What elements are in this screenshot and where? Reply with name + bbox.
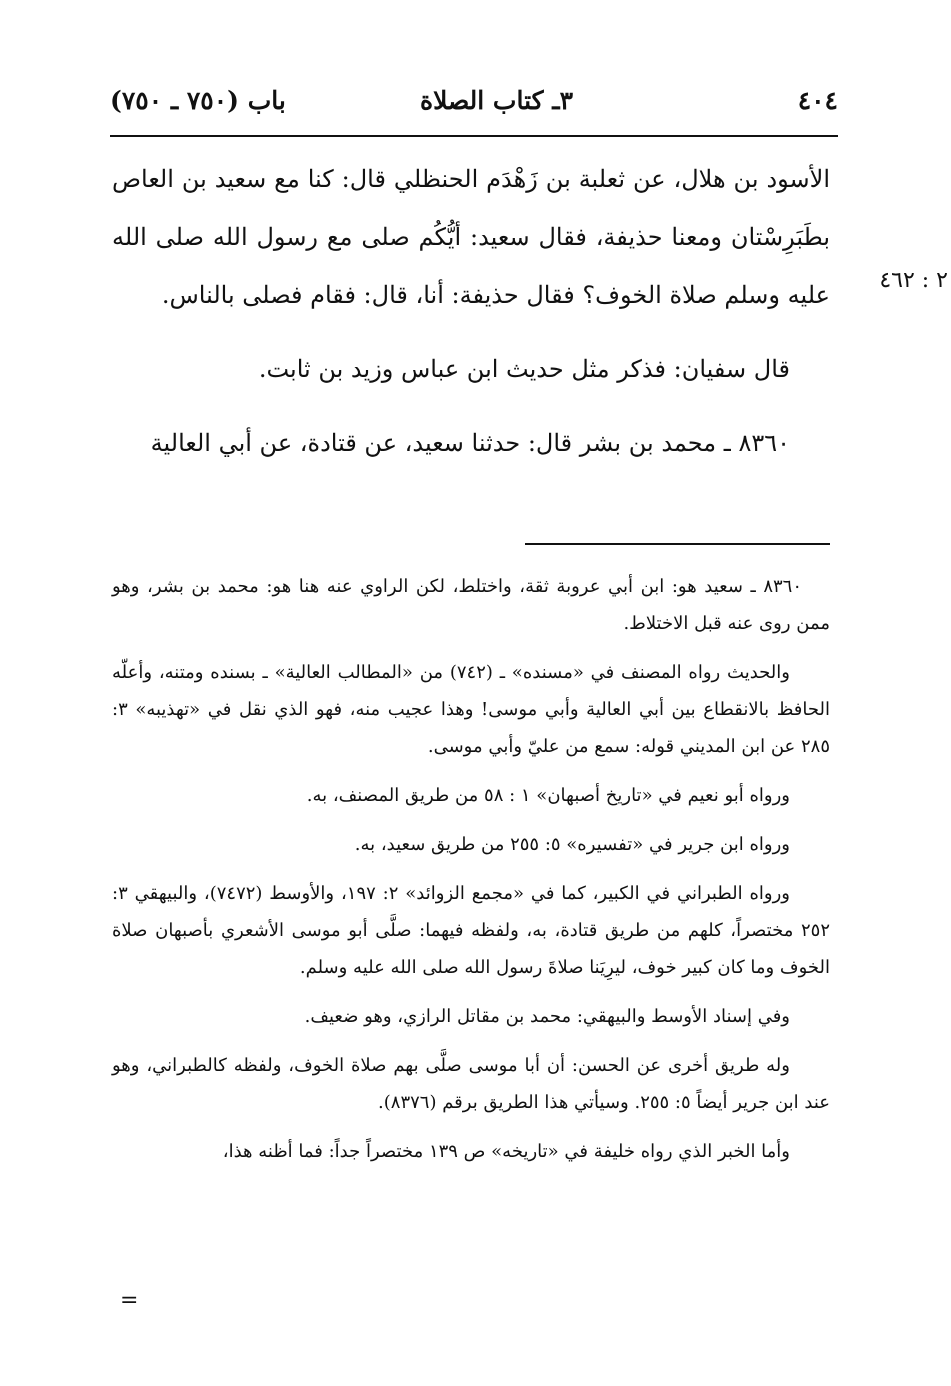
- footnotes: [112, 568, 830, 1182]
- footnote-paragraph: ٨٣٦٠ ـ سعيد هو: ابن أبي عروبة ثقة، واختلط، لكن الراوي عنه هنا هو: محمد بن بشر، وهو ممن روى عنه قبل الاختلاط.: [112, 576, 830, 634]
- continuation-mark: =: [120, 1288, 139, 1313]
- main-text: [112, 150, 830, 472]
- footnote-paragraph: ورواه الطبراني في الكبير، كما في «مجمع الزوائد» ٢: ١٩٧، والأوسط (٧٤٧٢)، والبيهقي ٣: ٢٥٢ مختصراً، كلهم من طريق قتادة، به، ولفظه فيهما: صلَّى أبو موسى الأشعري بأصبهان صلاة الخوف وما كان كبير خوف، ليرِيَنا صلاةَ رسول الله صلى الله عليه وسلم.: [112, 883, 830, 978]
- main-paragraph: قال سفيان: فذكر مثل حديث ابن عباس وزيد بن ثابت.: [258, 355, 790, 383]
- header-divider: [110, 135, 838, 137]
- chapter-title: باب (٧٥٠ ـ ٧٥٠): [110, 86, 286, 115]
- main-paragraph: الأسود بن هلال، عن ثعلبة بن زَهْدَم الحنظلي قال: كنا مع سعيد بن العاص بطَبَرِسْتان ومعنا حذيفة، فقال سعيد: أيُّكُم صلى مع رسول الله صلى الله عليه وسلم صلاة الخوف؟ فقال حذيفة: أنا، قال: فقام فصلى بالناس.: [112, 165, 830, 309]
- page-header: [110, 86, 838, 132]
- footnote-paragraph: وفي إسناد الأوسط والبيهقي: محمد بن مقاتل الرازي، وهو ضعيف.: [304, 1006, 790, 1027]
- hadith-heading: ٨٣٦٠ ـ محمد بن بشر قال: حدثنا سعيد، عن قتادة، عن أبي العالية: [150, 429, 790, 457]
- footnote-paragraph: ورواه أبو نعيم في «تاريخ أصبهان» ١ : ٥٨ من طريق المصنف، به.: [306, 785, 790, 806]
- footnote-paragraph: والحديث رواه المصنف في «مسنده» ـ (٧٤٢) من «المطالب العالية» ـ بسنده ومتنه، وأعلّه الحافظ بالانقطاع بين أبي العالية وأبي موسى! وهذا عجيب منه، فهو الذي نقل في «تهذيبه» ٣: ٢٨٥ عن ابن المديني قوله: سمع من عليّ وأبي موسى.: [112, 662, 830, 757]
- book-title: ٣ـ كتاب الصلاة: [419, 86, 573, 115]
- margin-reference: ٢ : ٤٦٢: [879, 268, 948, 293]
- footnote-paragraph: وله طريق أخرى عن الحسن: أن أبا موسى صلَّى بهم صلاة الخوف، ولفظه كالطبراني، وهو عند ابن جرير أيضاً ٥: ٢٥٥. وسيأتي هذا الطريق برقم (٨٣٧٦).: [112, 1055, 830, 1113]
- page-number: ٤٠٤: [797, 86, 838, 115]
- footnote-paragraph: ورواه ابن جرير في «تفسيره» ٥: ٢٥٥ من طريق سعيد، به.: [354, 834, 790, 855]
- footnote-paragraph: وأما الخبر الذي رواه خليفة في «تاريخه» ص ١٣٩ مختصراً جداً: فما أظنه هذا،: [222, 1141, 790, 1162]
- footnote-divider: [525, 543, 830, 545]
